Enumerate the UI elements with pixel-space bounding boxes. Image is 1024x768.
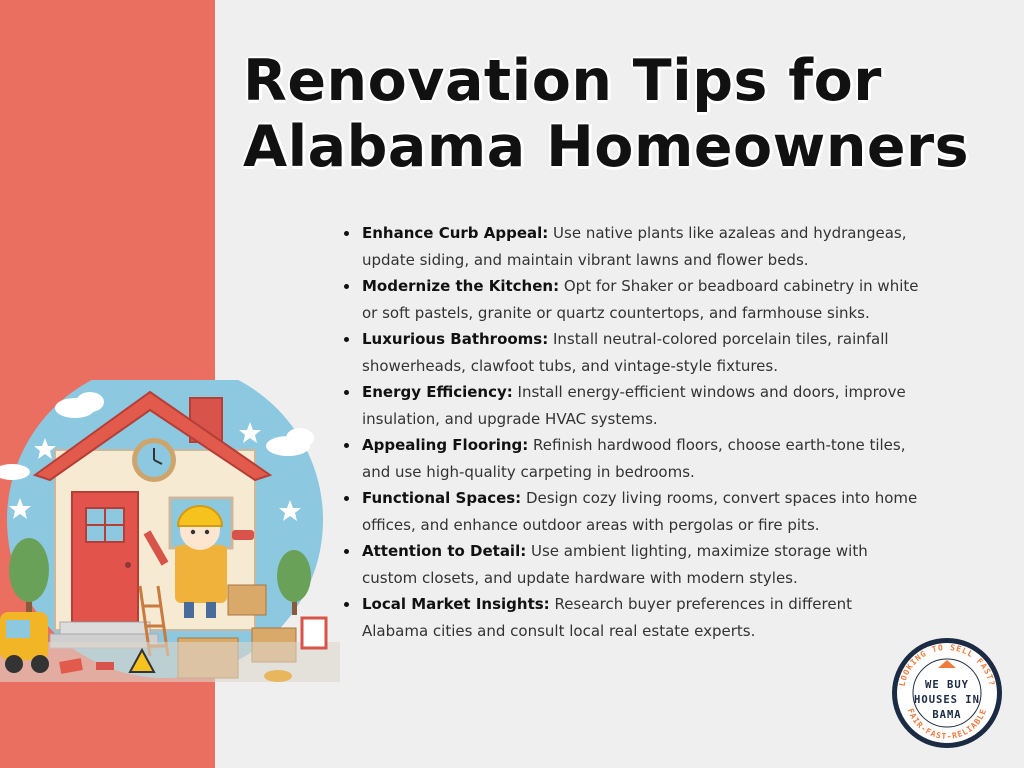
badge-main-text	[890, 678, 1004, 723]
badge-line-1: WE BUY	[925, 679, 969, 691]
title-line-2: Alabama Homeowners	[243, 114, 970, 180]
list-item	[360, 273, 920, 326]
tip-heading: Appealing Flooring:	[362, 436, 529, 454]
tip-text: Install energy-efficient windows and doors, improve insulation, and upgrade HVAC systems.	[362, 383, 906, 428]
badge-line-3: BAMA	[932, 709, 962, 721]
house-renovation-illustration	[0, 380, 340, 690]
list-item	[360, 538, 920, 591]
tip-text: Design cozy living rooms, convert spaces into home offices, and enhance outdoor areas with pergolas or fire pits.	[362, 489, 918, 534]
sign-board-icon	[302, 618, 326, 648]
list-item	[360, 220, 920, 273]
company-badge-logo[interactable]	[890, 636, 1004, 750]
tip-heading: Enhance Curb Appeal:	[362, 224, 549, 242]
tip-heading: Luxurious Bathrooms:	[362, 330, 549, 348]
badge-top-text: LOOKING TO SELL FAST?	[897, 643, 997, 688]
tip-heading: Attention to Detail:	[362, 542, 527, 560]
tip-heading: Local Market Insights:	[362, 595, 550, 613]
list-item	[360, 591, 920, 644]
tree-icon	[277, 550, 311, 602]
worker-character	[175, 506, 227, 618]
tip-heading: Functional Spaces:	[362, 489, 522, 507]
cardboard-box	[228, 585, 266, 615]
tip-text: Refinish hardwood floors, choose earth-tone tiles, and use high-quality carpeting in bedrooms.	[362, 436, 906, 481]
tip-text: Install neutral-colored porcelain tiles, rainfall showerheads, clawfoot tubs, and vintage-style fixtures.	[362, 330, 889, 375]
list-item	[360, 485, 920, 538]
list-item	[360, 379, 920, 432]
page-title	[243, 48, 1003, 180]
tip-heading: Modernize the Kitchen:	[362, 277, 560, 295]
paint-roller-icon	[232, 530, 254, 540]
tip-text: Research buyer preferences in different Alabama cities and consult local real estate experts.	[362, 595, 852, 640]
badge-bottom-text: FAIR-FAST-RELIABLE	[905, 707, 989, 742]
list-item	[360, 326, 920, 379]
tips-list	[340, 220, 920, 644]
list-item	[360, 432, 920, 485]
tip-text: Use ambient lighting, maximize storage with custom closets, and update hardware with modern styles.	[362, 542, 868, 587]
tree-icon	[9, 538, 49, 602]
tip-text: Use native plants like azaleas and hydrangeas, update siding, and maintain vibrant lawns and flower beds.	[362, 224, 907, 269]
title-line-1: Renovation Tips for	[243, 48, 882, 114]
badge-line-2: HOUSES IN	[914, 694, 980, 706]
tip-text: Opt for Shaker or beadboard cabinetry in white or soft pastels, granite or quartz countertops, and farmhouse sinks.	[362, 277, 919, 322]
tip-heading: Energy Efficiency:	[362, 383, 513, 401]
